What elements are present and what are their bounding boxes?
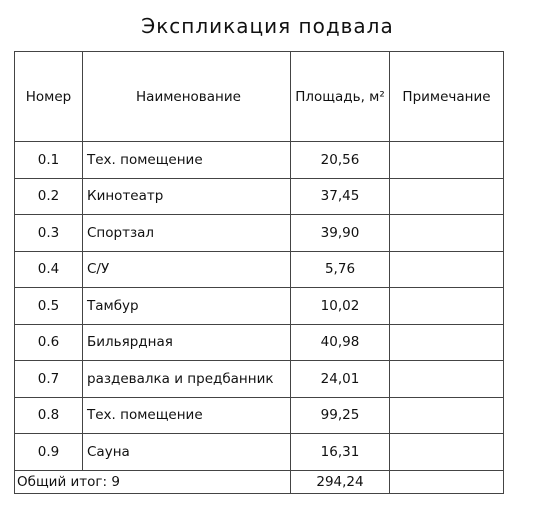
cell-area: 10,02	[291, 288, 390, 325]
header-name: Наименование	[83, 52, 291, 142]
cell-note	[390, 434, 504, 471]
table-row	[15, 361, 504, 398]
total-label: Общий итог: 9	[15, 470, 291, 493]
cell-number: 0.4	[15, 251, 83, 288]
cell-number: 0.5	[15, 288, 83, 325]
cell-number: 0.9	[15, 434, 83, 471]
cell-area: 16,31	[291, 434, 390, 471]
cell-note	[390, 215, 504, 252]
cell-number: 0.1	[15, 142, 83, 179]
cell-number: 0.6	[15, 324, 83, 361]
cell-area: 5,76	[291, 251, 390, 288]
cell-name: Тех. помещение	[83, 397, 291, 434]
cell-area: 20,56	[291, 142, 390, 179]
table-row	[15, 397, 504, 434]
cell-name: Бильярдная	[83, 324, 291, 361]
explication-table	[14, 51, 504, 494]
cell-number: 0.3	[15, 215, 83, 252]
cell-note	[390, 142, 504, 179]
cell-area: 40,98	[291, 324, 390, 361]
cell-note	[390, 251, 504, 288]
table-row	[15, 178, 504, 215]
total-note	[390, 470, 504, 493]
cell-note	[390, 397, 504, 434]
cell-note	[390, 361, 504, 398]
cell-note	[390, 178, 504, 215]
table-row	[15, 215, 504, 252]
cell-area: 99,25	[291, 397, 390, 434]
header-row	[15, 52, 504, 142]
cell-note	[390, 288, 504, 325]
total-row	[15, 470, 504, 493]
cell-number: 0.8	[15, 397, 83, 434]
header-note: Примечание	[390, 52, 504, 142]
page-title: Экспликация подвала	[141, 14, 394, 38]
total-area: 294,24	[291, 470, 390, 493]
cell-number: 0.7	[15, 361, 83, 398]
table-row	[15, 142, 504, 179]
table-row	[15, 251, 504, 288]
cell-name: Тамбур	[83, 288, 291, 325]
cell-area: 39,90	[291, 215, 390, 252]
cell-number: 0.2	[15, 178, 83, 215]
header-area: Площадь, м²	[291, 52, 390, 142]
cell-area: 24,01	[291, 361, 390, 398]
cell-area: 37,45	[291, 178, 390, 215]
cell-name: Тех. помещение	[83, 142, 291, 179]
cell-name: Кинотеатр	[83, 178, 291, 215]
table-row	[15, 434, 504, 471]
cell-name: Спортзал	[83, 215, 291, 252]
table-row	[15, 324, 504, 361]
cell-name: Сауна	[83, 434, 291, 471]
cell-note	[390, 324, 504, 361]
cell-name: раздевалка и предбанник	[83, 361, 291, 398]
table-row	[15, 288, 504, 325]
cell-name: С/У	[83, 251, 291, 288]
header-number: Номер	[15, 52, 83, 142]
